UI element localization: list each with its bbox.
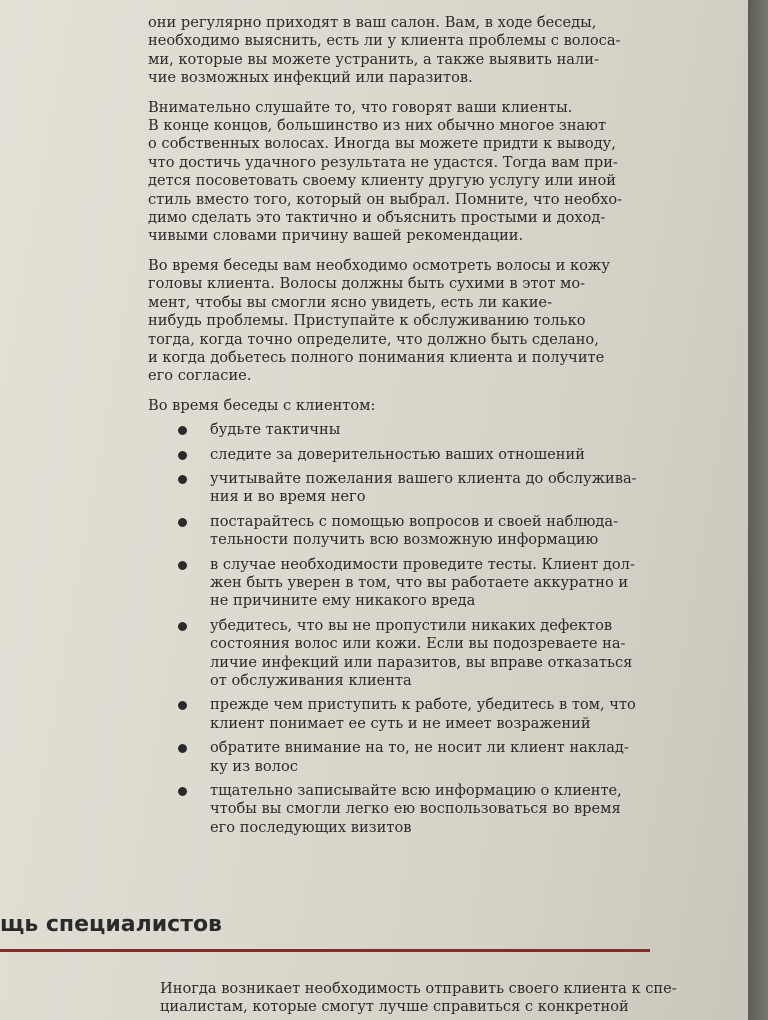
text-line: они регулярно приходят в ваш салон. Вам, в ходе беседы, (148, 14, 597, 31)
text-line: чивыми словами причину вашей рекомендации. (148, 227, 524, 245)
bullet-item (148, 617, 688, 691)
text-line: Во время беседы вам необходимо осмотреть волосы и кожу (148, 256, 610, 274)
paragraphs (148, 14, 688, 386)
bullet-dot-icon (178, 426, 187, 435)
text-line: обратите внимание на то, не носит ли клиент наклад- (210, 739, 629, 757)
bullet-dot-icon (178, 744, 187, 753)
section-divider (0, 949, 650, 952)
bullet-dot-icon (178, 475, 187, 484)
background-surface (748, 0, 768, 1020)
bullet-item (148, 696, 688, 733)
text-line: Иногда возникает необходимость отправить своего клиента к спе- (160, 980, 677, 997)
list-intro: Во время беседы с клиентом: (148, 396, 376, 414)
text-line: ку из волос (210, 757, 298, 775)
text-line: димо сделать это тактично и объяснить простыми и доход- (148, 209, 606, 227)
text-line: о собственных волосах. Иногда вы можете придти к выводу, (148, 135, 616, 153)
paragraph (148, 257, 688, 386)
main-text (148, 14, 688, 843)
bullet-dot-icon (178, 701, 187, 710)
text-line: головы клиента. Волосы должны быть сухими в этот мо- (148, 275, 586, 293)
text-line: от обслуживания клиента (210, 672, 412, 689)
bullet-item (148, 513, 688, 550)
text-line: ния и во время него (210, 488, 366, 506)
text-line: учитывайте пожелания вашего клиента до обслужива- (210, 469, 637, 487)
bullet-list (148, 421, 688, 837)
text-line: в случае необходимости проведите тесты. Клиент дол- (210, 555, 635, 573)
bullet-dot-icon (178, 787, 187, 796)
text-line: необходимо выяснить, есть ли у клиента проблемы с волоса- (148, 32, 621, 50)
text-line: и когда добьетесь полного понимания клиента и получите (148, 348, 605, 366)
text-line: дется посоветовать своему клиенту другую услугу или иной (148, 172, 616, 190)
text-line: личие инфекций или паразитов, вы вправе отказаться (210, 653, 633, 671)
bullet-dot-icon (178, 518, 187, 527)
text-line: мент, чтобы вы смогли ясно увидеть, есть ли какие- (148, 293, 553, 311)
text-line: В конце концов, большинство из них обычно многое знают (148, 117, 607, 135)
text-line: убедитесь, что вы не пропустили никаких дефектов (210, 616, 613, 634)
text-line: его последующих визитов (210, 818, 412, 836)
bullet-item (148, 470, 688, 507)
paragraph (148, 14, 688, 88)
text-line: чие возможных инфекций или паразитов. (148, 69, 473, 87)
text-line: тельности получить всю возможную информацию (210, 531, 599, 549)
paragraph (148, 99, 688, 246)
section-paragraph (160, 980, 680, 1017)
text-line: тщательно записывайте всю информацию о клиенте, (210, 782, 622, 800)
text-line: состояния волос или кожи. Если вы подозреваете на- (210, 635, 626, 653)
bullet-item (148, 446, 688, 464)
text-line: ми, которые вы можете устранить, а также выявить нали- (148, 50, 599, 68)
text-line: прежде чем приступить к работе, убедитесь в том, что (210, 696, 636, 714)
text-line: постарайтесь с помощью вопросов и своей наблюда- (210, 512, 619, 530)
text-line: будьте тактичны (210, 421, 341, 439)
text-line: не причините ему никакого вреда (210, 592, 476, 610)
text-line: нибудь проблемы. Приступайте к обслуживанию только (148, 312, 586, 330)
text-line: стиль вместо того, который он выбрал. Помните, что необхо- (148, 190, 623, 208)
text-line: чтобы вы смогли легко ею воспользоваться во время (210, 800, 621, 818)
bullet-item (148, 556, 688, 611)
text-line: его согласие. (148, 367, 252, 385)
text-line: клиент понимает ее суть и не имеет возражений (210, 714, 591, 732)
bullet-dot-icon (178, 622, 187, 631)
bullet-dot-icon (178, 561, 187, 570)
text-line: следите за доверительностью ваших отношений (210, 445, 585, 463)
text-line: что достичь удачного результата не удастся. Тогда вам при- (148, 153, 618, 171)
bullet-item (148, 739, 688, 776)
text-line: тогда, когда точно определите, что должно быть сделано, (148, 330, 599, 348)
bullet-item (148, 421, 688, 439)
bullet-dot-icon (178, 451, 187, 460)
text-line: циалистам, которые смогут лучше справиться с конкретной (160, 998, 629, 1016)
section-heading: щь специалистов (0, 912, 222, 937)
text-line: Внимательно слушайте то, что говорят ваши клиенты. (148, 98, 573, 116)
text-line: жен быть уверен в том, что вы работаете аккуратно и (210, 573, 629, 591)
bullet-item (148, 782, 688, 837)
